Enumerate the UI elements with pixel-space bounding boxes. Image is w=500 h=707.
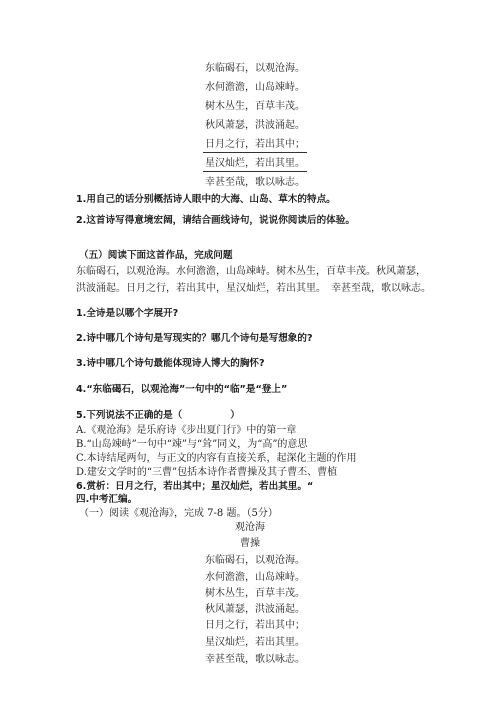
poem-author: 曹操 xyxy=(240,538,260,549)
poem-line: 秋风萧瑟，洪波涌起。 xyxy=(205,120,305,131)
option-c: C.本诗结尾两句，与正文的内容有直接关系，起深化主题的作用 xyxy=(76,453,357,464)
poem-line: 幸甚至哉，歌以咏志。 xyxy=(205,177,305,188)
option-b: B.“山岛竦峙”一句中“竦”与“耸”同义，为“高”的意思 xyxy=(76,439,308,450)
poem-line: 星汉灿烂，若出其里。 xyxy=(205,637,305,648)
option-d: D.建安文学时的“三曹”包括本诗作者曹操及其子曹丕、曹植 xyxy=(76,467,338,478)
poem-line: 东临碣石，以观沧海。 xyxy=(205,63,305,74)
question-1: 1.用自己的话分别概括诗人眼中的大海、山岛、草木的特点。 xyxy=(76,194,336,205)
poem-line: 星汉灿烂，若出其里。 xyxy=(205,158,305,169)
passage-line: 东临碣石，以观沧海。水何澹澹，山岛竦峙。树木丛生，百草丰茂。秋风萧瑟， xyxy=(76,266,426,277)
part-heading: 四.中考汇编。 xyxy=(76,494,138,505)
question-item: 1.全诗是以哪个字展开? xyxy=(76,308,179,319)
poem-title: 观沧海 xyxy=(235,522,265,533)
question-5-paren: ） xyxy=(230,410,240,421)
exam-intro: （一）阅读《观沧海》，完成 7-8 题。（5分） xyxy=(79,508,278,519)
poem-line: 水何澹澹，山岛竦峙。 xyxy=(205,82,305,93)
question-5-text: 5.下列说法不正确的是（ xyxy=(76,410,183,421)
question-2: 2.这首诗写得意境宏阔，请结合画线诗句，说说你阅读后的体验。 xyxy=(76,215,355,226)
question-5-stem xyxy=(76,410,240,422)
section-heading: （五）阅读下面这首作品，完成问题 xyxy=(79,250,233,261)
underline-rule xyxy=(203,171,307,172)
passage-line: 洪波涌起。日月之行，若出其中，星汉灿烂，若出其里。 幸甚至哉，歌以咏志。 xyxy=(76,283,431,294)
poem-line: 水何澹澹，山岛竦峙。 xyxy=(205,572,305,583)
question-item: 2.诗中哪几个诗句是写现实的？哪几个诗句是写想象的? xyxy=(76,333,313,344)
poem-line: 日月之行，若出其中； xyxy=(205,139,305,150)
poem-line: 日月之行，若出其中； xyxy=(205,620,305,631)
question-item: 3.诗中哪几个诗句最能体现诗人博大的胸怀? xyxy=(76,358,265,369)
poem-line: 秋风萧瑟，洪波涌起。 xyxy=(205,604,305,615)
poem-line: 树木丛生，百草丰茂。 xyxy=(205,588,305,599)
question-item: 4.“东临碣石，以观沧海”一句中的“临”是“登上” xyxy=(76,384,288,395)
poem-line: 树木丛生，百草丰茂。 xyxy=(205,101,305,112)
poem-line: 幸甚至哉，歌以咏志。 xyxy=(205,654,305,665)
poem-line: 东临碣石，以观沧海。 xyxy=(205,555,305,566)
underline-rule xyxy=(203,152,307,153)
option-a: A.《观沧海》是乐府诗《步出夏门行》中的第一章 xyxy=(76,425,297,436)
question-6: 6.赏析：日月之行，若出其中；星汉灿烂，若出其里。“ xyxy=(76,481,314,492)
